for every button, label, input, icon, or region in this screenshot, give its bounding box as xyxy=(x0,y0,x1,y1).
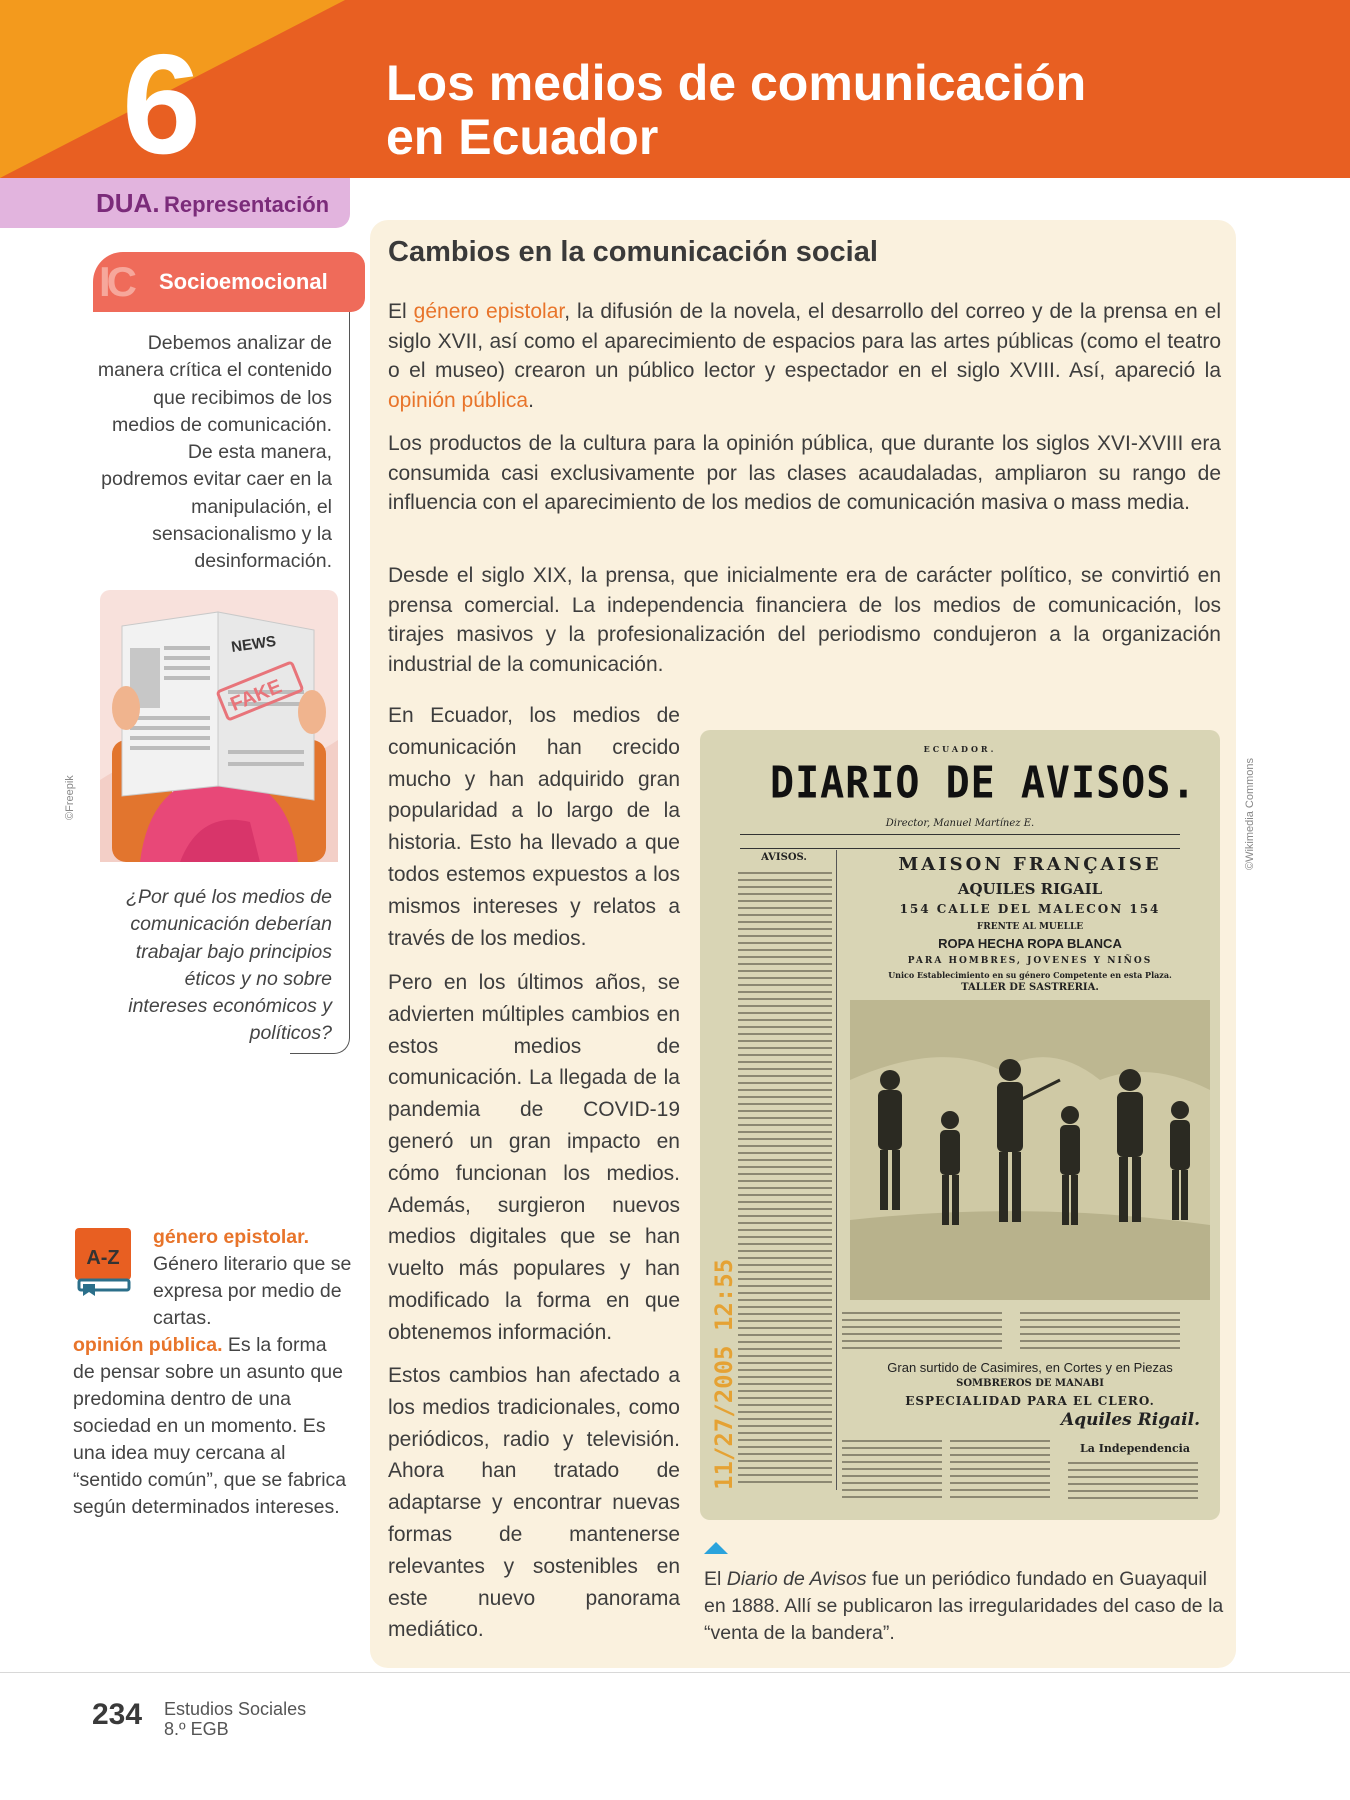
glossary xyxy=(73,1224,353,1521)
newspaper-masthead: DIARIO DE AVISOS. xyxy=(770,757,1197,809)
newspaper-ropa: ROPA HECHA ROPA BLANCA xyxy=(938,936,1122,951)
fake-stamp: FAKE xyxy=(227,675,286,716)
newspaper-sombreros: SOMBREROS DE MANABI xyxy=(956,1378,1104,1389)
text-run: . xyxy=(528,388,534,412)
newspaper-country: ECUADOR. xyxy=(923,744,997,754)
newspaper-avisos-heading: AVISOS. xyxy=(761,852,807,863)
newspaper-maison: MAISON FRANÇAISE xyxy=(898,854,1162,875)
newspaper-para: PARA HOMBRES, JOVENES Y NIÑOS xyxy=(907,956,1153,966)
glossary-entry-2 xyxy=(73,1332,353,1521)
socioemocional-badge xyxy=(93,252,365,312)
newspaper-unico: Unico Establecimiento en su género Competente en esta Plaza. xyxy=(888,970,1172,980)
footer-grade: 8.º EGB xyxy=(164,1719,229,1739)
paragraph-3: Desde el siglo XIX, la prensa, que inicialmente era de carácter político, se convirtió en prensa comercial. La independencia financiera de los medios de comunicación, los tirajes masivos y la profesionalización del periodismo condujeron a la organización industrial de la comunicación. xyxy=(388,564,1221,676)
dua-label: DUA. xyxy=(96,188,160,218)
glossary-term: opinión pública. xyxy=(73,1334,223,1356)
newspaper-frente: FRENTE AL MUELLE xyxy=(976,922,1084,932)
unit-title-line2: en Ecuador xyxy=(386,109,659,165)
newspaper-taller: TALLER DE SASTRERIA. xyxy=(961,982,1099,993)
newspaper-footer-text xyxy=(950,1440,1050,1503)
footer-divider xyxy=(0,1672,1350,1673)
newspaper-owner: AQUILES RIGAIL xyxy=(957,880,1103,898)
image-caption xyxy=(704,1566,1224,1647)
text-run: El xyxy=(388,300,414,323)
dictionary-icon-label: A-Z xyxy=(86,1247,120,1269)
socio-question: ¿Por qué los medios de comunicación deberían trabajar bajo principios éticos y no sobre intereses económicos y políticos? xyxy=(126,886,332,1045)
text-run: , la difusión de la novela, el desarrollo del correo y de la prensa en el siglo XVII, así como el aparecimiento de espacios para las artes públicas (como el teatro o el museo) crearon un público lector y espectador en el siglo XVIII. Así, apareció la xyxy=(388,300,1221,382)
text-run: El xyxy=(704,1568,727,1590)
newspaper-especialidad: ESPECIALIDAD PARA EL CLERO. xyxy=(905,1394,1155,1408)
diario-de-avisos-image xyxy=(700,730,1220,1520)
newspaper-ad-text xyxy=(1020,1312,1180,1354)
paragraph-2: Los productos de la cultura para la opinión pública, que durante los siglos XVI-XVIII era consumida casi exclusivamente por las clases acaudaladas, ampliaron su rango de influencia con el aparecimiento de los medios de comunicación masiva o mass media. xyxy=(388,432,1221,514)
newspaper-column-rule xyxy=(836,850,837,1490)
newspaper-address: 154 CALLE DEL MALECON 154 xyxy=(899,902,1161,916)
newspaper-independencia: La Independencia xyxy=(1080,1442,1190,1455)
paragraph-ecuador-2: Pero en los últimos años, se advierten múltiples cambios en estos medios de comunicación. La llegada de la pandemia de COVID-19 generó un gran impacto en cómo funcionan los medios. Además, surgieron nuevos medios digitales que se han vuelto más populares y han modificado la forma en que obtenemos información. xyxy=(388,971,680,1344)
news-label: NEWS xyxy=(230,632,278,656)
unit-title xyxy=(386,56,1286,164)
page-number: 234 xyxy=(92,1698,143,1731)
newspaper-director: Director, Manuel Martínez E. xyxy=(885,818,1035,829)
ic-logo-icon: IC xyxy=(99,258,133,305)
unit-title-line1: Los medios de comunicación xyxy=(386,55,1087,111)
glossary-entry-1 xyxy=(73,1224,353,1332)
socioemocional-label: Socioemocional xyxy=(159,269,328,294)
newspaper-engraving xyxy=(850,1000,1210,1300)
glossary-definition: Es la forma de pensar sobre un asunto que predomina dentro de una sociedad en un momento. Es una idea muy cercana al “sentido común”, que se fabrica según determinados intereses. xyxy=(73,1334,347,1518)
socio-text: Debemos analizar de manera crítica el contenido que recibimos de los medios de comunicación. De esta manera, podremos evitar caer en la manipulación, el sensacionalismo y la desinformación. xyxy=(97,332,332,573)
newspaper-rule xyxy=(740,848,1180,849)
glossary-term: género epistolar. xyxy=(153,1226,310,1248)
newspaper-surtido: Gran surtido de Casimires, en Cortes y en Piezas xyxy=(887,1360,1173,1375)
newspaper-signature: Aquiles Rigail. xyxy=(1061,1410,1200,1430)
fake-news-illustration xyxy=(100,590,338,862)
unit-header xyxy=(0,0,1350,178)
newspaper-date-stamp: 11/27/2005 12:55 xyxy=(710,1258,738,1490)
dua-tab xyxy=(0,178,350,228)
text-run: fue un periódico fundado en Guayaquil en 1888. Allí se publicaron las irregularidades del caso de la “venta de la bandera”. xyxy=(704,1568,1224,1644)
illustration-credit: ©Freepik xyxy=(64,775,76,820)
section-title: Cambios en la comunicación social xyxy=(388,236,878,268)
glossary-link-opinion: opinión pública xyxy=(388,388,529,412)
glossary-link-genero: género epistolar xyxy=(413,300,565,323)
newspaper-footer-text xyxy=(842,1440,942,1503)
caption-italic: Diario de Avisos xyxy=(726,1568,867,1590)
newspaper-footer-text xyxy=(1068,1462,1198,1504)
newspaper-rule xyxy=(740,834,1180,835)
glossary-definition: Género literario que se expresa por medio de cartas. xyxy=(153,1253,352,1329)
paragraph-ecuador-1: En Ecuador, los medios de comunicación han crecido mucho y han adquirido gran popularidad a lo largo de la historia. Esto ha llevado a que todos estemos expuestos a los mismos intereses y relatos a través de los medios. xyxy=(388,704,680,950)
paragraph-ecuador-3: Estos cambios han afectado a los medios tradicionales, como periódicos, radio y televisión. Ahora han tratado de adaptarse y encontrar nuevas formas de mantenerse relevantes y sostenibles en este nuevo panorama mediático. xyxy=(388,1364,680,1642)
caption-marker-icon xyxy=(704,1542,728,1554)
footer-subject: Estudios Sociales xyxy=(164,1699,307,1719)
newspaper-ad-text xyxy=(842,1312,1002,1354)
newspaper-credit: ©Wikimedia Commons xyxy=(1244,757,1256,870)
dua-type: Representación xyxy=(164,192,330,217)
newspaper-column-text xyxy=(738,872,832,1488)
unit-number: 6 xyxy=(122,25,201,178)
paragraph-1 xyxy=(388,297,1221,415)
